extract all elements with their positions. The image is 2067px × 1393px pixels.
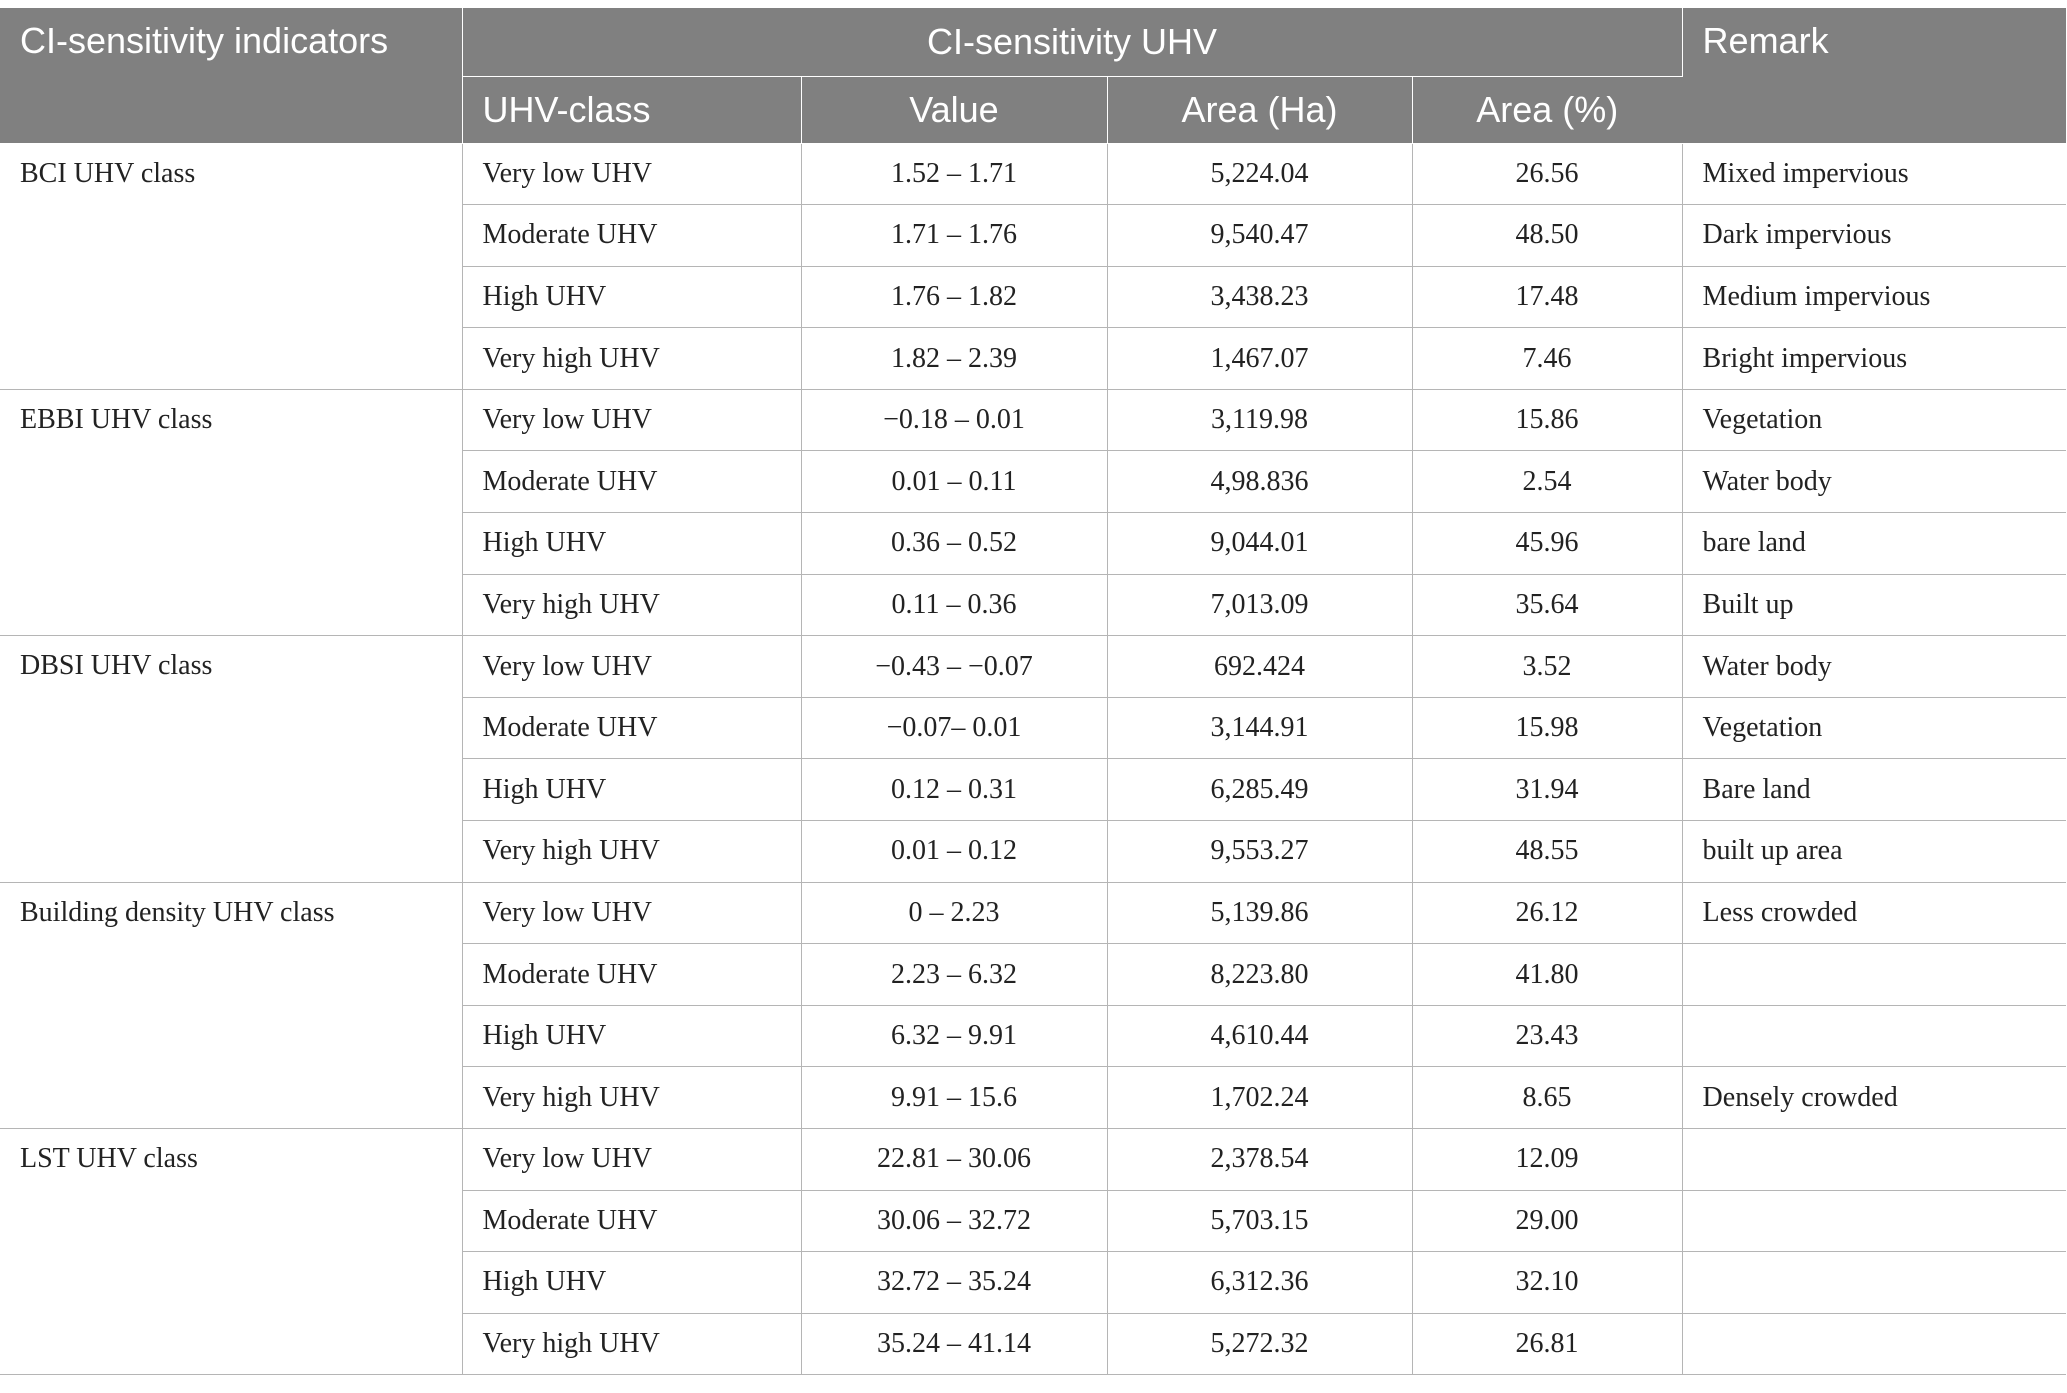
remark-cell — [1682, 1190, 2066, 1252]
value-cell: 0.01 – 0.11 — [801, 451, 1107, 513]
value-cell: 0.36 – 0.52 — [801, 513, 1107, 575]
value-cell: 1.71 – 1.76 — [801, 205, 1107, 267]
area-ha-cell: 5,139.86 — [1107, 882, 1412, 944]
area-ha-cell: 3,119.98 — [1107, 389, 1412, 451]
header-indicators: CI-sensitivity indicators — [0, 8, 462, 143]
uhv-class-cell: Very low UHV — [462, 389, 801, 451]
uhv-class-cell: Moderate UHV — [462, 697, 801, 759]
remark-cell: Vegetation — [1682, 697, 2066, 759]
table-body — [0, 143, 2066, 1375]
uhv-class-cell: Very low UHV — [462, 143, 801, 205]
remark-cell: bare land — [1682, 513, 2066, 575]
area-ha-cell: 692.424 — [1107, 636, 1412, 698]
uhv-class-cell: Moderate UHV — [462, 944, 801, 1006]
area-pct-cell: 45.96 — [1412, 513, 1682, 575]
area-pct-cell: 26.56 — [1412, 143, 1682, 205]
value-cell: −0.07– 0.01 — [801, 697, 1107, 759]
header-group-uhv: CI-sensitivity UHV — [462, 8, 1682, 76]
table-header — [0, 8, 2066, 143]
value-cell: 35.24 – 41.14 — [801, 1313, 1107, 1375]
area-ha-cell: 4,98.836 — [1107, 451, 1412, 513]
area-ha-cell: 3,438.23 — [1107, 266, 1412, 328]
value-cell: 9.91 – 15.6 — [801, 1067, 1107, 1129]
area-pct-cell: 48.50 — [1412, 205, 1682, 267]
area-pct-cell: 26.81 — [1412, 1313, 1682, 1375]
remark-cell — [1682, 944, 2066, 1006]
value-cell: 0.01 – 0.12 — [801, 821, 1107, 883]
area-pct-cell: 8.65 — [1412, 1067, 1682, 1129]
value-cell: 1.52 – 1.71 — [801, 143, 1107, 205]
uhv-class-cell: Very low UHV — [462, 1129, 801, 1191]
uhv-class-cell: Very high UHV — [462, 1067, 801, 1129]
area-ha-cell: 9,553.27 — [1107, 821, 1412, 883]
uhv-class-cell: High UHV — [462, 1252, 801, 1314]
table-row — [0, 882, 2066, 944]
area-ha-cell: 4,610.44 — [1107, 1005, 1412, 1067]
area-ha-cell: 1,467.07 — [1107, 328, 1412, 390]
area-pct-cell: 31.94 — [1412, 759, 1682, 821]
uhv-class-cell: Moderate UHV — [462, 451, 801, 513]
remark-cell — [1682, 1313, 2066, 1375]
area-pct-cell: 32.10 — [1412, 1252, 1682, 1314]
value-cell: 1.76 – 1.82 — [801, 266, 1107, 328]
area-ha-cell: 5,224.04 — [1107, 143, 1412, 205]
area-pct-cell: 23.43 — [1412, 1005, 1682, 1067]
uhv-class-cell: Very high UHV — [462, 1313, 801, 1375]
area-ha-cell: 8,223.80 — [1107, 944, 1412, 1006]
value-cell: −0.18 – 0.01 — [801, 389, 1107, 451]
remark-cell: Vegetation — [1682, 389, 2066, 451]
remark-cell: Bare land — [1682, 759, 2066, 821]
area-pct-cell: 12.09 — [1412, 1129, 1682, 1191]
remark-cell: Mixed impervious — [1682, 143, 2066, 205]
indicator-cell: DBSI UHV class — [0, 636, 462, 882]
remark-cell: Densely crowded — [1682, 1067, 2066, 1129]
header-area-ha: Area (Ha) — [1107, 76, 1412, 143]
header-remark: Remark — [1682, 8, 2066, 143]
remark-cell: Medium impervious — [1682, 266, 2066, 328]
header-value: Value — [801, 76, 1107, 143]
area-ha-cell: 5,272.32 — [1107, 1313, 1412, 1375]
table-row — [0, 636, 2066, 698]
area-pct-cell: 35.64 — [1412, 574, 1682, 636]
indicator-cell: Building density UHV class — [0, 882, 462, 1128]
uhv-class-cell: Very high UHV — [462, 574, 801, 636]
uhv-class-cell: High UHV — [462, 759, 801, 821]
value-cell: 0.12 – 0.31 — [801, 759, 1107, 821]
table-row — [0, 389, 2066, 451]
value-cell: 1.82 – 2.39 — [801, 328, 1107, 390]
uhv-class-cell: Very low UHV — [462, 636, 801, 698]
table-row — [0, 143, 2066, 205]
value-cell: 0 – 2.23 — [801, 882, 1107, 944]
value-cell: 2.23 – 6.32 — [801, 944, 1107, 1006]
area-ha-cell: 5,703.15 — [1107, 1190, 1412, 1252]
remark-cell: Dark impervious — [1682, 205, 2066, 267]
remark-cell: built up area — [1682, 821, 2066, 883]
remark-cell: Built up — [1682, 574, 2066, 636]
remark-cell — [1682, 1129, 2066, 1191]
area-pct-cell: 3.52 — [1412, 636, 1682, 698]
remark-cell — [1682, 1252, 2066, 1314]
value-cell: −0.43 – −0.07 — [801, 636, 1107, 698]
area-pct-cell: 15.98 — [1412, 697, 1682, 759]
value-cell: 32.72 – 35.24 — [801, 1252, 1107, 1314]
header-area-pct: Area (%) — [1412, 76, 1682, 143]
value-cell: 6.32 – 9.91 — [801, 1005, 1107, 1067]
area-pct-cell: 17.48 — [1412, 266, 1682, 328]
area-ha-cell: 6,285.49 — [1107, 759, 1412, 821]
area-ha-cell: 9,044.01 — [1107, 513, 1412, 575]
area-ha-cell: 9,540.47 — [1107, 205, 1412, 267]
area-pct-cell: 26.12 — [1412, 882, 1682, 944]
area-ha-cell: 2,378.54 — [1107, 1129, 1412, 1191]
uhv-class-cell: High UHV — [462, 266, 801, 328]
area-ha-cell: 6,312.36 — [1107, 1252, 1412, 1314]
value-cell: 22.81 – 30.06 — [801, 1129, 1107, 1191]
value-cell: 30.06 – 32.72 — [801, 1190, 1107, 1252]
indicator-cell: BCI UHV class — [0, 143, 462, 389]
indicator-cell: EBBI UHV class — [0, 389, 462, 635]
remark-cell: Bright impervious — [1682, 328, 2066, 390]
uhv-class-cell: High UHV — [462, 1005, 801, 1067]
remark-cell: Less crowded — [1682, 882, 2066, 944]
uhv-sensitivity-table — [0, 8, 2066, 1375]
area-ha-cell: 3,144.91 — [1107, 697, 1412, 759]
area-pct-cell: 41.80 — [1412, 944, 1682, 1006]
area-pct-cell: 2.54 — [1412, 451, 1682, 513]
remark-cell — [1682, 1005, 2066, 1067]
value-cell: 0.11 – 0.36 — [801, 574, 1107, 636]
table-row — [0, 1129, 2066, 1191]
uhv-class-cell: Very high UHV — [462, 328, 801, 390]
uhv-class-cell: Moderate UHV — [462, 1190, 801, 1252]
remark-cell: Water body — [1682, 451, 2066, 513]
area-pct-cell: 7.46 — [1412, 328, 1682, 390]
area-pct-cell: 29.00 — [1412, 1190, 1682, 1252]
uhv-class-cell: High UHV — [462, 513, 801, 575]
indicator-cell: LST UHV class — [0, 1129, 462, 1375]
uhv-class-cell: Moderate UHV — [462, 205, 801, 267]
area-ha-cell: 1,702.24 — [1107, 1067, 1412, 1129]
area-pct-cell: 48.55 — [1412, 821, 1682, 883]
header-uhv-class: UHV-class — [462, 76, 801, 143]
uhv-class-cell: Very low UHV — [462, 882, 801, 944]
area-ha-cell: 7,013.09 — [1107, 574, 1412, 636]
area-pct-cell: 15.86 — [1412, 389, 1682, 451]
uhv-class-cell: Very high UHV — [462, 821, 801, 883]
remark-cell: Water body — [1682, 636, 2066, 698]
